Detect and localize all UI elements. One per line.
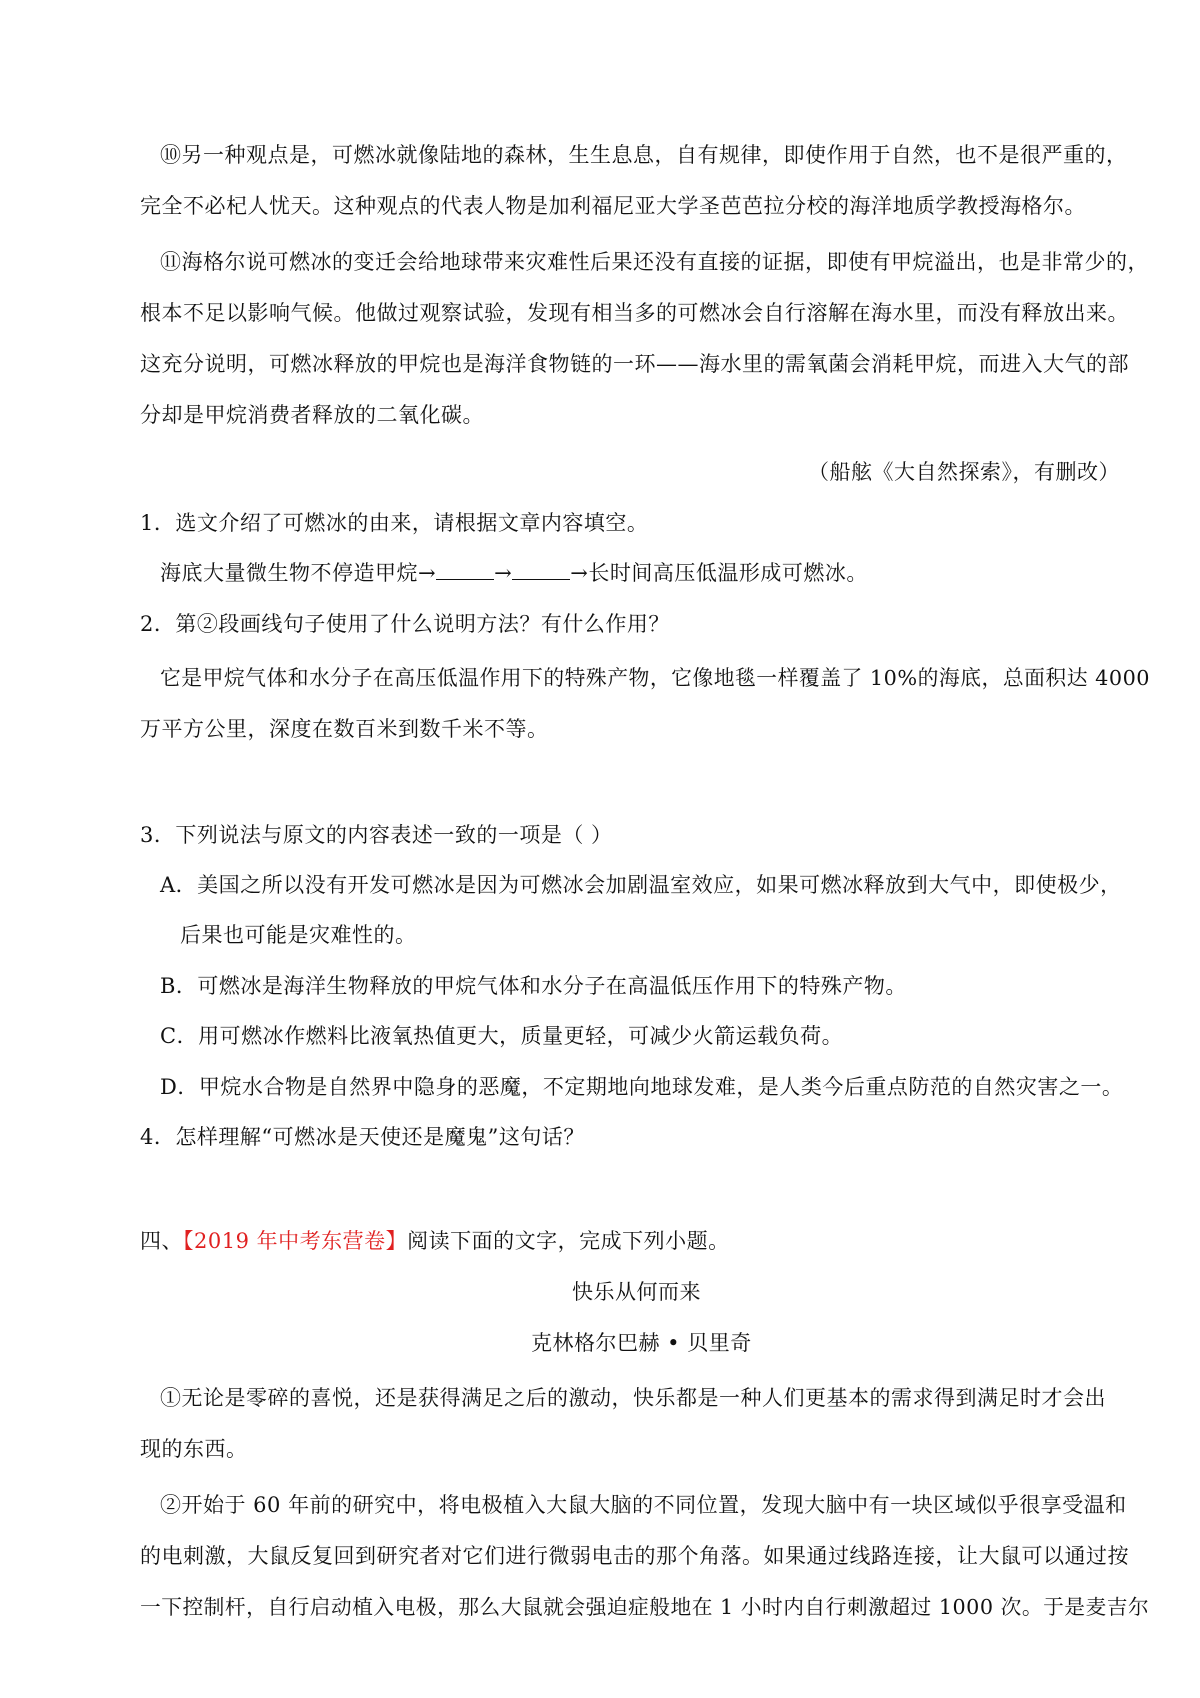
section-4-instruction: 阅读下面的文字，完成下列小题。 [407,1229,730,1253]
para11-line-1: ⑪海格尔说可燃冰的变迁会给地球带来灾难性后果还没有直接的证据，即使有甲烷溢出，也是非常少的， [160,250,1149,274]
question-4: 4．怎样理解“可燃冰是天使还是魔鬼”这句话？ [140,1125,585,1149]
option-c: C．用可燃冰作燃料比液氧热值更大，质量更轻，可减少火箭运载负荷。 [160,1024,844,1048]
question-2: 2．第②段画线句子使用了什么说明方法？有什么作用？ [140,612,670,636]
question-3: 3．下列说法与原文的内容表述一致的一项是（ ） [140,823,613,847]
s4-para2-line-2: 的电刺激，大鼠反复回到研究者对它们进行微弱电击的那个角落。如果通过线路连接，让大鼠可以通过按 [140,1544,1129,1568]
article-title: 快乐从何而来 [572,1280,701,1304]
question-2-quote-line-1: 它是甲烷气体和水分子在高压低温作用下的特殊产物，它像地毯一样覆盖了 10%的海底，总面积达 4000 [160,666,1151,690]
exam-source-tag: 【2019 年中考东营卷】 [183,1229,408,1253]
option-a-line-2: 后果也可能是灾难性的。 [180,923,417,947]
s4-para1-line-2: 现的东西。 [140,1437,248,1461]
s4-para2-line-3: 一下控制杆，自行启动植入电极，那么大鼠就会强迫症般地在 1 小时内自行刺激超过 1000 次。于是麦吉尔 [140,1595,1150,1619]
para10-line-2: 完全不必杞人忧天。这种观点的代表人物是加利福尼亚大学圣芭芭拉分校的海洋地质学教授海格尔。 [140,194,1086,218]
para11-line-3: 这充分说明，可燃冰释放的甲烷也是海洋食物链的一环——海水里的需氧菌会消耗甲烷，而进入大气的部 [140,352,1129,376]
option-b: B．可燃冰是海洋生物释放的甲烷气体和水分子在高温低压作用下的特殊产物。 [160,974,907,998]
section-4-header [140,1226,730,1256]
question-1-fill [160,558,868,588]
question-2-quote-line-2: 万平方公里，深度在数百米到数千米不等。 [140,717,549,741]
option-d: D．甲烷水合物是自然界中隐身的恶魔，不定期地向地球发难，是人类今后重点防范的自然灾害之一。 [160,1075,1124,1099]
para10-line-1: ⑩另一种观点是，可燃冰就像陆地的森林，生生息息，自有规律，即使作用于自然，也不是很严重的， [160,143,1128,167]
fill-end: →长时间高压低温形成可燃冰。 [570,561,868,585]
source-citation: （船舷《大自然探索》，有删改） [808,460,1120,484]
para11-line-2: 根本不足以影响气候。他做过观察试验，发现有相当多的可燃冰会自行溶解在海水里，而没有释放出来。 [140,301,1129,325]
s4-para2-line-1: ②开始于 60 年前的研究中，将电极植入大鼠大脑的不同位置，发现大脑中有一块区域似乎很享受温和 [160,1493,1127,1517]
option-a-line-1: A．美国之所以没有开发可燃冰是因为可燃冰会加剧温室效应，如果可燃冰释放到大气中，即使极少， [160,873,1122,897]
section-4-prefix: 四、 [140,1229,183,1253]
fill-start: 海底大量微生物不停造甲烷→ [160,561,437,585]
para11-line-4: 分却是甲烷消费者释放的二氧化碳。 [140,403,484,427]
answer-blank-2[interactable] [512,561,570,580]
answer-blank-1[interactable] [436,561,494,580]
s4-para1-line-1: ①无论是零碎的喜悦，还是获得满足之后的激动，快乐都是一种人们更基本的需求得到满足时才会出 [160,1386,1106,1410]
question-1: 1．选文介绍了可燃冰的由来，请根据文章内容填空。 [140,511,649,535]
fill-arrow: → [494,561,513,585]
article-author: 克林格尔巴赫 • 贝里奇 [531,1331,752,1355]
